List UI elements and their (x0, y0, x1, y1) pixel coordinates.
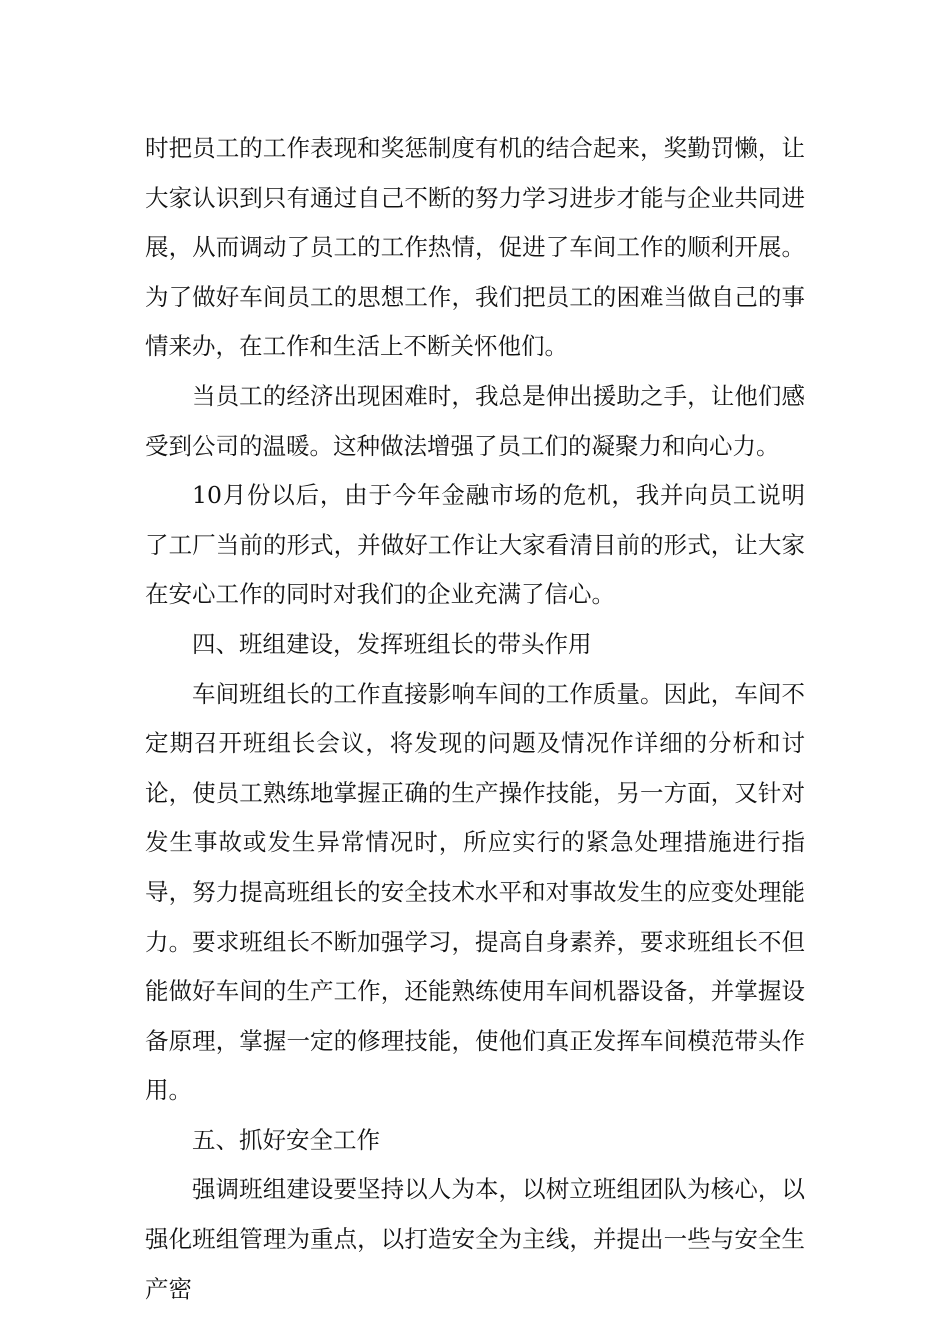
paragraph-staff-motivation: 时把员工的工作表现和奖惩制度有机的结合起来，奖勤罚懒，让大家认识到只有通过自己不断的努力学习进步才能与企业共同进展，从而调动了员工的工作热情，促进了车间工作的顺利开展。为了做好车间员工的思想工作，我们把员工的困难当做自己的事情来办，在工作和生活上不断关怀他们。 (145, 134, 805, 361)
paragraph-financial-help: 当员工的经济出现困难时，我总是伸出援助之手，让他们感受到公司的温暖。这种做法增强了员工们的凝聚力和向心力。 (145, 381, 805, 460)
document-body (145, 124, 805, 1314)
section-heading-team-building: 四、班组建设，发挥班组长的带头作用 (192, 629, 592, 658)
paragraph-team-leaders: 车间班组长的工作直接影响车间的工作质量。因此，车间不定期召开班组长会议，将发现的问题及情况作详细的分析和讨论，使员工熟练地掌握正确的生产操作技能，另一方面，又针对发生事故或发生异常情况时，所应实行的紧急处理措施进行指导，努力提高班组长的安全技术水平和对事故发生的应变处理能力。要求班组长不断加强学习，提高自身素养，要求班组长不但能做好车间的生产工作，还能熟练使用车间机器设备，并掌握设备原理，掌握一定的修理技能，使他们真正发挥车间模范带头作用。 (145, 679, 805, 1105)
paragraph-safety-focus: 强调班组建设要坚持以人为本，以树立班组团队为核心，以强化班组管理为重点，以打造安全为主线，并提出一些与安全生产密 (145, 1175, 805, 1303)
section-heading-safety: 五、抓好安全工作 (192, 1125, 380, 1154)
paragraph-financial-crisis: 10月份以后，由于今年金融市场的危机，我并向员工说明了工厂当前的形式，并做好工作让大家看清目前的形式，让大家在安心工作的同时对我们的企业充满了信心。 (145, 481, 805, 609)
